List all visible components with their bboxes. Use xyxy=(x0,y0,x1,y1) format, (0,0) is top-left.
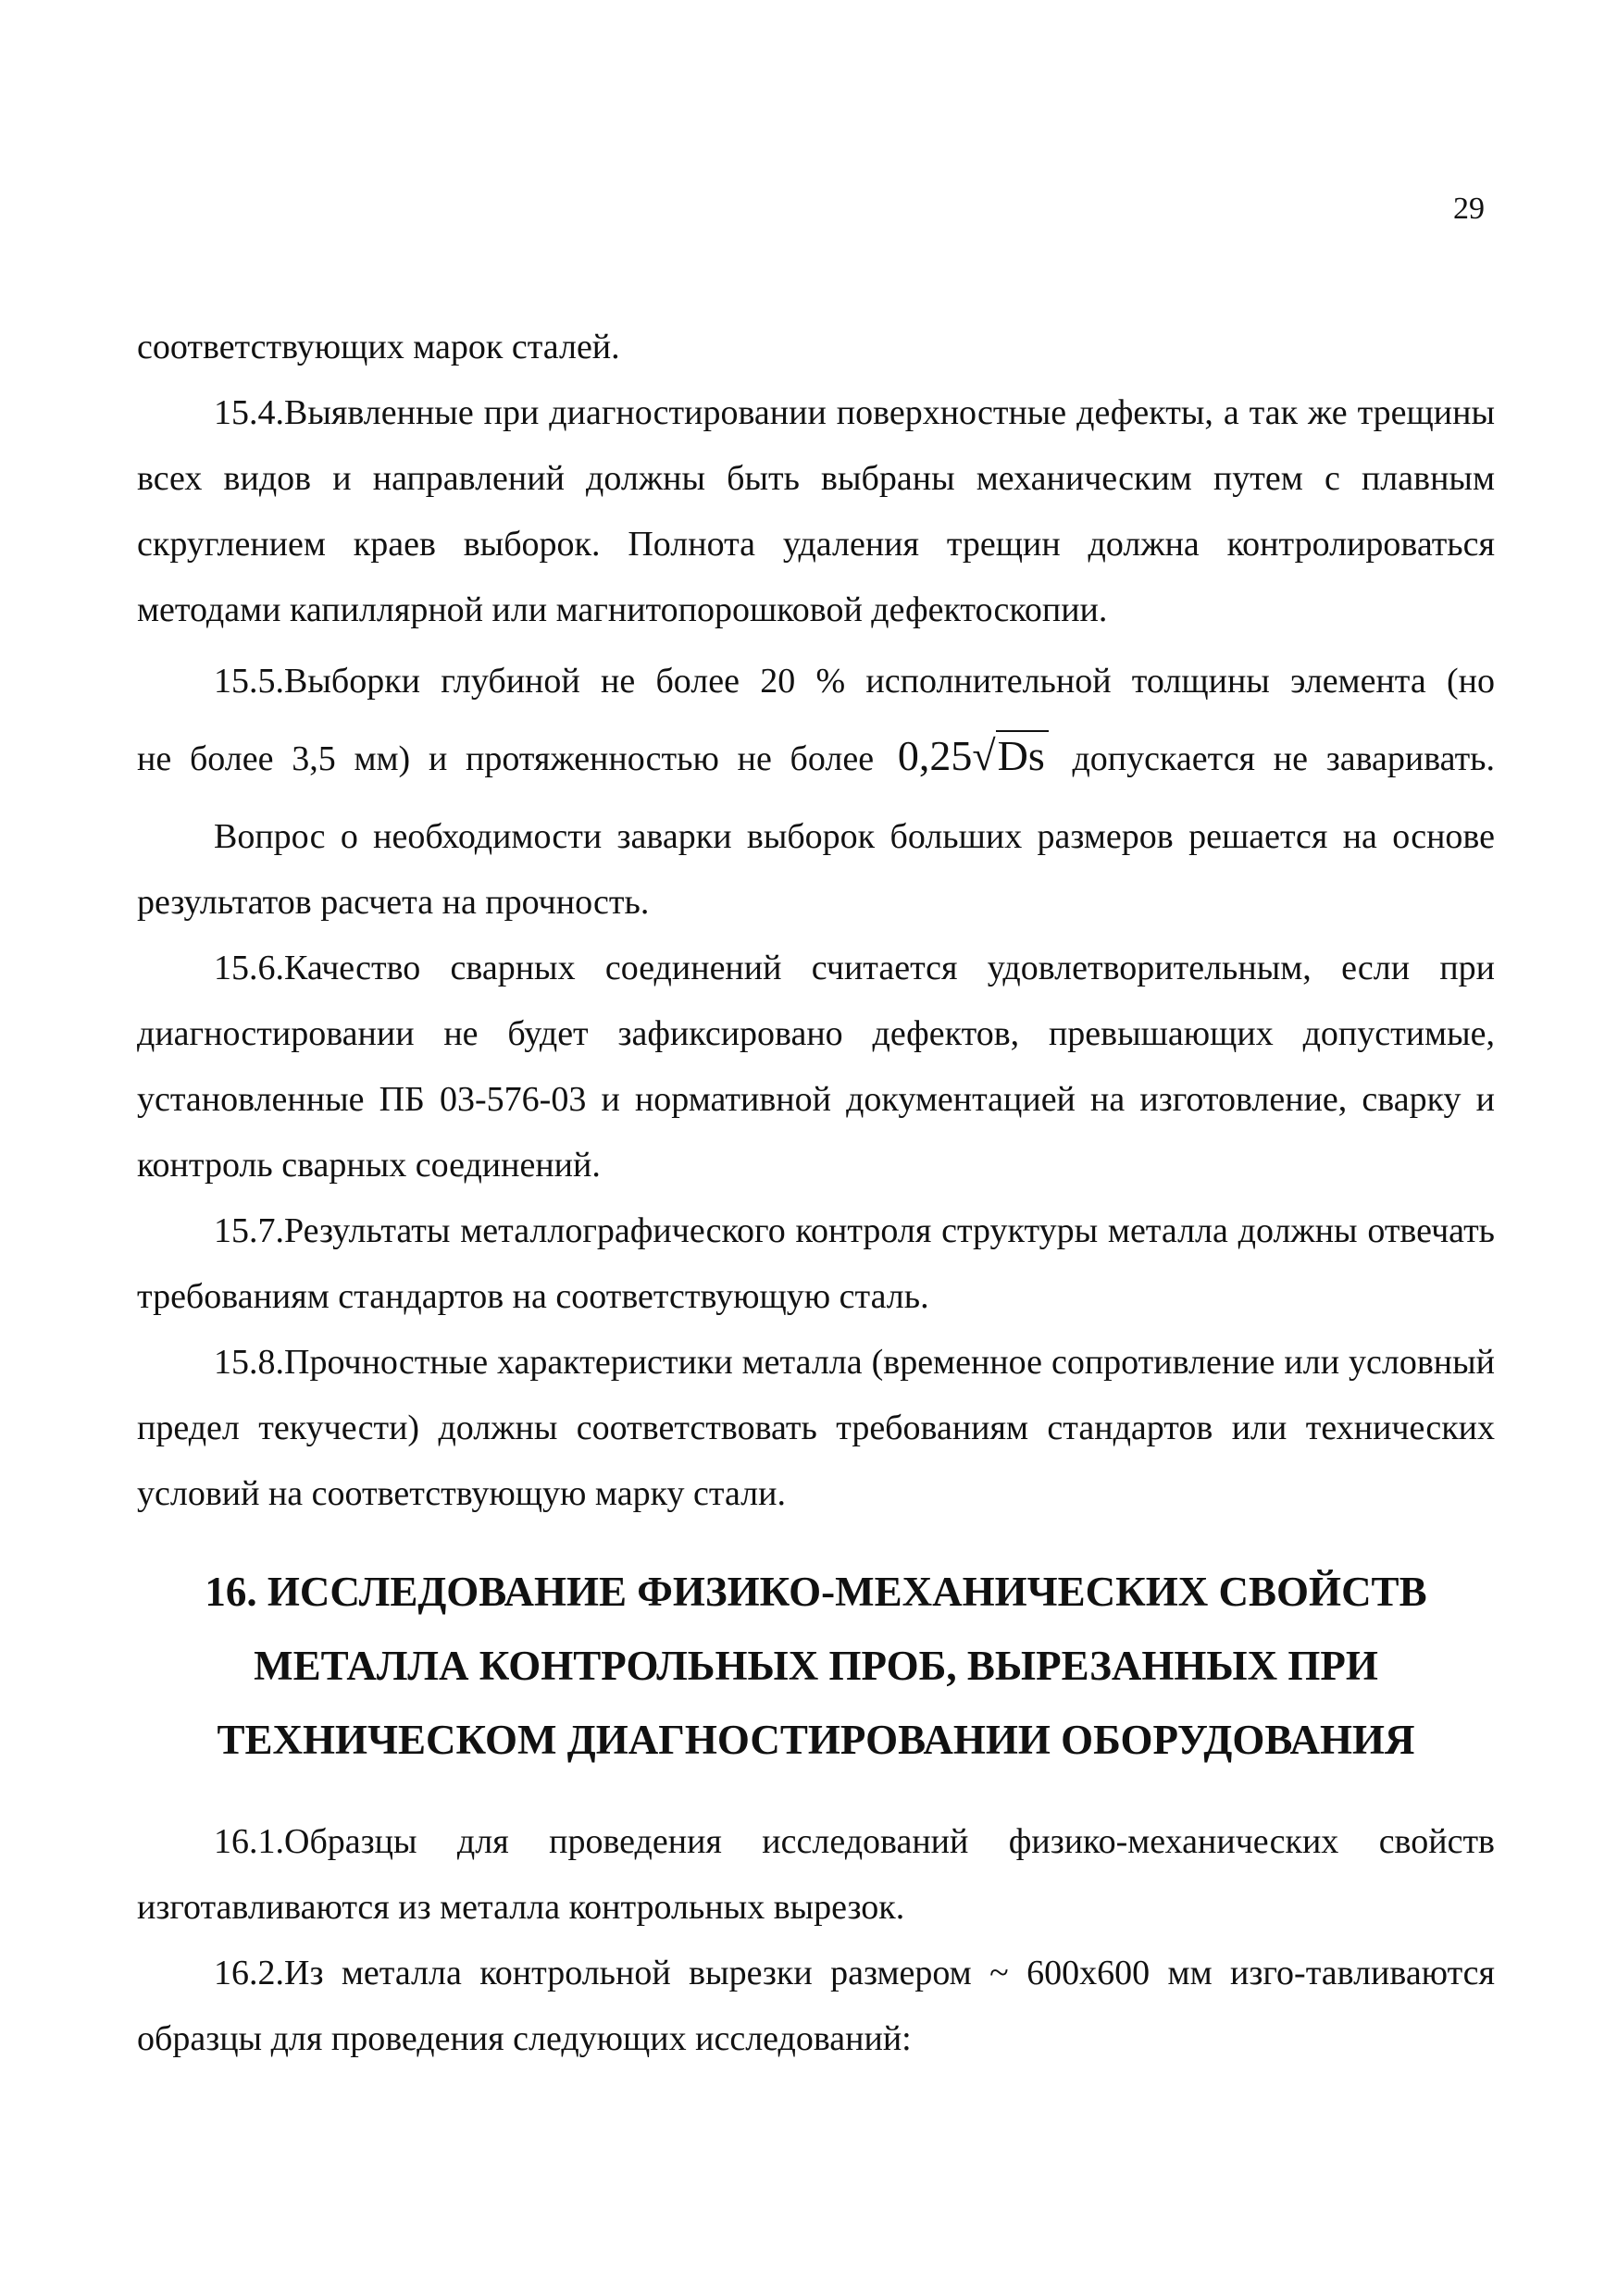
paragraph-15-5-text-before: не более 3,5 мм) и протяженностью не более xyxy=(137,739,875,778)
paragraph-15-7: 15.7.Результаты металлографического контроля структуры металла должны отвечать требованиям стандартов на соответствующую сталь. xyxy=(137,1211,1495,1316)
section-16-heading-line2: МЕТАЛЛА КОНТРОЛЬНЫХ ПРОБ, ВЫРЕЗАННЫХ ПРИ xyxy=(254,1643,1378,1689)
paragraph-16-1: 16.1.Образцы для проведения исследований физико-механических свойств изготавливаются из металла контрольных вырезок. xyxy=(137,1822,1495,1927)
formula-radicand: Ds xyxy=(996,730,1049,779)
section-16-heading xyxy=(137,1555,1495,1777)
paragraph-15-4: 15.4.Выявленные при диагностировании поверхностные дефекты, а так же трещины всех видов и направлений должны быть выбраны механическим путем с плавным скруглением краев выборок. Полнота удаления трещин должна контролироваться методами капиллярной или магнитопорошковой дефектоскопии. xyxy=(137,393,1495,629)
paragraph-15-6: 15.6.Качество сварных соединений считается удовлетворительным, если при диагностировании не будет зафиксировано дефектов, превышающих допустимые, установленные ПБ 03-576-03 и нормативной документацией на изготовление, сварку и контроль сварных соединений. xyxy=(137,949,1495,1185)
paragraph-15-5-continuation: Вопрос о необходимости заварки выборок больших размеров решается на основе результатов расчета на прочность. xyxy=(137,817,1495,922)
section-16-heading-line1: 16. ИССЛЕДОВАНИЕ ФИЗИКО-МЕХАНИЧЕСКИХ СВОЙСТВ xyxy=(205,1569,1427,1615)
section-15-body xyxy=(137,315,1495,1527)
sqrt-symbol: √Ds xyxy=(972,714,1048,798)
continuation-text: соответствующих марок сталей. xyxy=(137,328,620,366)
formula-coefficient: 0,25 xyxy=(897,732,973,779)
paragraph-15-5-line1: 15.5.Выборки глубиной не более 20 % исполнительной толщины элемента (но xyxy=(214,662,1495,701)
paragraph-15-5 xyxy=(137,643,1495,800)
paragraph-15-5-line2 xyxy=(137,714,1495,800)
page-number: 29 xyxy=(1453,192,1485,226)
paragraph-16-2: 16.2.Из металла контрольной вырезки размером ~ 600х600 мм изго-тавливаются образцы для проведения следующих исследований: xyxy=(137,1954,1495,2058)
formula-root xyxy=(898,732,1049,779)
paragraph-15-8: 15.8.Прочностные характеристики металла (временное сопротивление или условный предел текучести) должны соответствовать требованиям стандартов или технических условий на соответствующую марку стали. xyxy=(137,1343,1495,1513)
section-16-body xyxy=(137,1809,1495,2072)
paragraph-15-5-text-after: допускается не заваривать. xyxy=(1072,739,1496,778)
section-16-heading-line3: ТЕХНИЧЕСКОМ ДИАГНОСТИРОВАНИИ ОБОРУДОВАНИЯ xyxy=(217,1717,1415,1763)
